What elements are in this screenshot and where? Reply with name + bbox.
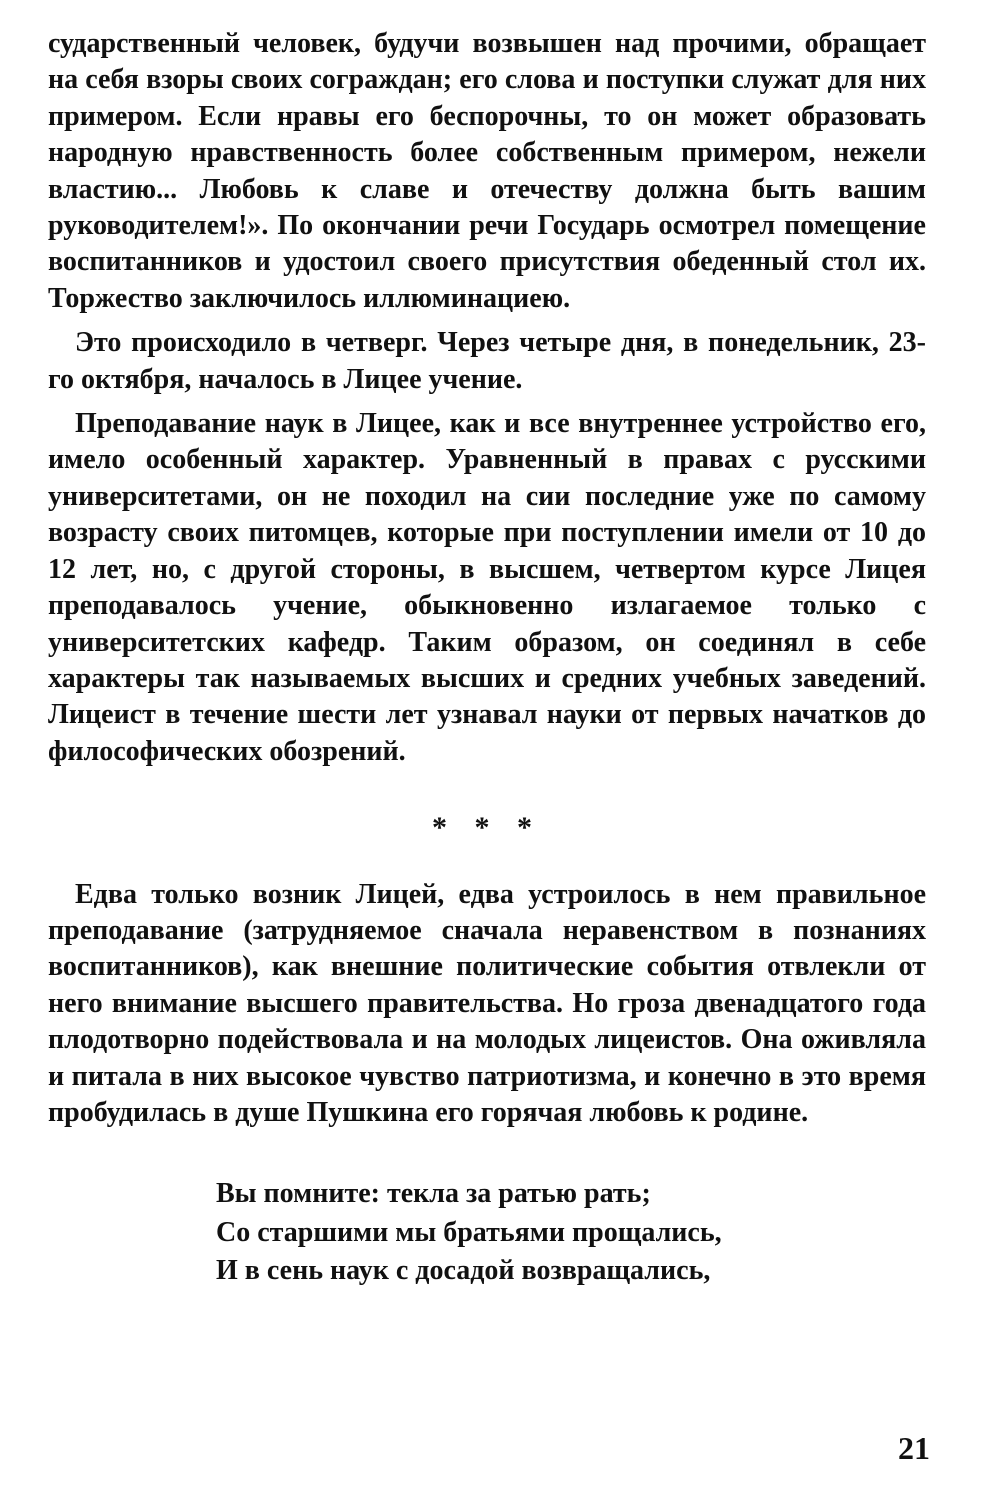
poem-line: И в сень наук с досадой возвращались,	[216, 1255, 711, 1287]
page-number: 21	[898, 1430, 930, 1466]
poem-line: Вы помните: текла за ратью рать;	[216, 1178, 651, 1210]
paragraph-speech-ending: сударственный человек, будучи возвышен над прочими, обращает на себя взоры своих сограждан; его слова и поступки служат для них примером. Если нравы его беспорочны, то он может образовать народную нравственность более собственным примером, нежели властию... Любовь к славе и отечеству должна быть вашим руководителем!». По окончании речи Государь осмотрел помещение воспитанников и удостоил своего присутствия обеденный стол их. Торжество заключилось иллюминациею.	[48, 28, 926, 314]
paragraph-teaching: Преподавание наук в Лицее, как и все внутреннее устройство его, имело особенный характер. Уравненный в правах с русскими университетами, он не походил на сии последние уже по самому возрасту своих питомцев, которые при поступлении имели от 10 до 12 лет, но, с другой стороны, в высшем, четвертом курсе Лицея преподавалось учение, обыкновенно излагаемое только с университетских кафедр. Таким образом, он соединял в себе характеры так называемых высших и средних учебных заведений. Лицеист в течение шести лет узнавал науки от первых начатков до философических обозрений.	[48, 408, 926, 767]
paragraph-patriotism: Едва только возник Лицей, едва устроилось в нем правильное преподавание (затрудняемое сначала неравенством в познаниях воспитанников), как внешние политические события отвлекли от него внимание высшего правительства. Но гроза двенадцатого года плодотворно подействовала и на молодых лицеистов. Она оживляла и питала в них высокое чувство патриотизма, и конечно в это время пробудилась в душе Пушкина его горячая любовь к родине.	[48, 878, 926, 1128]
section-separator: * * *	[432, 811, 542, 845]
poem-line: Со старшими мы братьями прощались,	[216, 1216, 722, 1248]
poem-quote	[216, 1175, 926, 1291]
paragraph-thursday: Это происходило в четверг. Через четыре дня, в понедельник, 23-го октября, началось в Лицее учение.	[48, 327, 926, 395]
